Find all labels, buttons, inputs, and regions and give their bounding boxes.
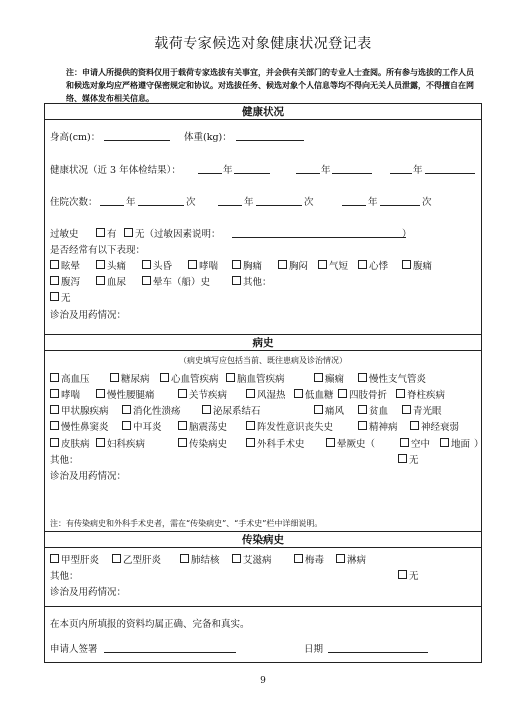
status-year1-field[interactable] xyxy=(198,173,222,174)
times-unit: 次 xyxy=(422,197,432,208)
checkbox[interactable] xyxy=(50,389,59,398)
checkbox-label: 脑震荡史 xyxy=(189,422,228,433)
health-heading: 健康状况 xyxy=(242,106,284,118)
year-unit: 年 xyxy=(223,165,233,176)
checkbox-item[interactable] xyxy=(294,552,324,566)
checkbox[interactable] xyxy=(178,389,187,398)
checkbox-item[interactable] xyxy=(358,403,388,417)
allergy-close: ） xyxy=(402,229,412,240)
checkbox[interactable] xyxy=(314,405,323,414)
checkbox[interactable] xyxy=(178,438,187,447)
checkbox[interactable] xyxy=(178,421,187,430)
hosp-year3-field[interactable] xyxy=(342,205,366,206)
checkbox[interactable] xyxy=(400,438,409,447)
history-subnote: （病史填写应包括当前、既往患病及诊治情况） xyxy=(179,356,347,365)
checkbox[interactable] xyxy=(122,421,131,430)
checkbox-item[interactable] xyxy=(110,371,150,385)
checkbox[interactable] xyxy=(232,276,241,285)
checkbox-item[interactable] xyxy=(178,387,227,401)
checkbox-item[interactable] xyxy=(338,387,387,401)
checkbox[interactable] xyxy=(202,405,211,414)
checkbox-label: 晕厥史（ xyxy=(337,439,376,450)
checkbox-item[interactable] xyxy=(326,436,375,450)
checkbox[interactable] xyxy=(96,228,105,237)
checkbox-label: 肺结核 xyxy=(191,555,220,566)
status-result1-field[interactable] xyxy=(234,173,270,174)
checkbox[interactable] xyxy=(396,389,405,398)
checkbox-item[interactable] xyxy=(358,258,388,272)
checkbox-item[interactable] xyxy=(50,258,80,272)
hosp-count2-field[interactable] xyxy=(256,205,302,206)
history-footnote: 注：有传染病史和外科手术史者，需在“传染病史”、“手术史”栏中详细说明。 xyxy=(50,519,323,528)
year-unit: 年 xyxy=(126,197,136,208)
checkbox-label: 慢性腰腿痛 xyxy=(107,390,155,401)
checkbox-item[interactable] xyxy=(226,371,285,385)
checkbox-label: 气短 xyxy=(329,261,349,272)
checkbox-label: 哮喘 xyxy=(61,390,81,401)
checkbox-item[interactable] xyxy=(142,258,172,272)
checkbox[interactable] xyxy=(246,421,255,430)
checkbox-label: 脊柱疾病 xyxy=(407,390,446,401)
checkbox-item[interactable] xyxy=(318,258,348,272)
checkbox-item[interactable] xyxy=(246,387,286,401)
checkbox[interactable] xyxy=(96,260,105,269)
bracket-close: ） xyxy=(474,439,484,450)
checkbox-item[interactable] xyxy=(50,371,90,385)
checkbox-label: 消化性溃疡 xyxy=(133,406,181,417)
status-year2-field[interactable] xyxy=(296,173,320,174)
allergy-no[interactable]: 无（过敏因素说明： xyxy=(124,226,221,240)
hosp-count3-field[interactable] xyxy=(380,205,420,206)
checkbox[interactable] xyxy=(50,421,59,430)
checkbox-item[interactable] xyxy=(142,274,210,288)
checkbox[interactable] xyxy=(160,373,169,382)
checkbox-item[interactable] xyxy=(50,387,80,401)
checkbox[interactable] xyxy=(246,389,255,398)
checkbox[interactable] xyxy=(402,260,411,269)
height-field[interactable] xyxy=(104,140,170,141)
checkbox[interactable] xyxy=(124,228,133,237)
checkbox[interactable] xyxy=(96,389,105,398)
checkbox-item[interactable] xyxy=(50,552,99,566)
infectious-none[interactable]: 无 xyxy=(398,568,419,582)
checkbox[interactable] xyxy=(50,292,59,301)
checkbox-label: 皮肤病 xyxy=(61,439,90,450)
checkbox[interactable] xyxy=(326,438,335,447)
year-unit: 年 xyxy=(413,165,423,176)
date-label: 日期 xyxy=(304,644,324,655)
declaration-text: 在本页内所填报的资料均属正确、完备和真实。 xyxy=(50,619,250,630)
checkbox[interactable] xyxy=(232,260,241,269)
checkbox[interactable] xyxy=(294,554,303,563)
checkbox[interactable] xyxy=(50,276,59,285)
checkbox[interactable] xyxy=(318,260,327,269)
checkbox[interactable] xyxy=(50,373,59,382)
checkbox-item[interactable] xyxy=(278,258,308,272)
infectious-heading: 传染病史 xyxy=(242,534,284,546)
checkbox-item[interactable] xyxy=(50,419,109,433)
health-treatment-label: 诊治及用药情况： xyxy=(50,310,127,321)
checkbox-item[interactable] xyxy=(358,371,426,385)
checkbox[interactable] xyxy=(336,554,345,563)
checkbox-label: 地面 xyxy=(451,439,471,450)
checkbox[interactable] xyxy=(122,405,131,414)
checkbox-item[interactable] xyxy=(402,403,442,417)
checkbox-item[interactable] xyxy=(178,419,227,433)
weight-field[interactable] xyxy=(236,140,304,141)
checkbox[interactable] xyxy=(232,554,241,563)
checkbox-item[interactable] xyxy=(246,436,305,450)
year-unit: 年 xyxy=(244,197,254,208)
allergy-label: 过敏史 xyxy=(50,229,79,240)
checkbox-label: 四肢骨折 xyxy=(349,390,388,401)
checkbox-item[interactable] xyxy=(160,371,219,385)
checkbox-label: 关节疾病 xyxy=(189,390,228,401)
checkbox-label: 晕车（船）史 xyxy=(153,277,211,288)
status-result2-field[interactable] xyxy=(332,173,372,174)
checkbox-label: 慢性支气管炎 xyxy=(369,374,427,385)
declaration-divider xyxy=(44,606,482,607)
checkbox-label: 外科手术史 xyxy=(257,439,305,450)
hosp-count1-field[interactable] xyxy=(138,205,184,206)
checkbox[interactable] xyxy=(402,405,411,414)
checkbox-label: 慢性鼻窦炎 xyxy=(61,422,109,433)
checkbox-label: 贫血 xyxy=(369,406,389,417)
history-none[interactable]: 无 xyxy=(398,452,419,466)
height-label: 身高(cm)： xyxy=(50,132,101,143)
checkbox-label: 精神病 xyxy=(369,422,398,433)
checkbox-item[interactable] xyxy=(50,403,109,417)
checkbox-label: 传染病史 xyxy=(189,439,228,450)
checkbox-item[interactable] xyxy=(96,258,126,272)
checkbox[interactable] xyxy=(358,373,367,382)
checkbox-label: 血尿 xyxy=(107,277,127,288)
checkbox-item[interactable] xyxy=(314,371,344,385)
page-number: 9 xyxy=(260,676,266,686)
checkbox-item[interactable] xyxy=(188,258,218,272)
history-treatment-label: 诊治及用药情况： xyxy=(50,471,127,482)
hospitalization-label: 住院次数： xyxy=(50,197,98,208)
checkbox-label: 神经衰弱 xyxy=(421,422,460,433)
year-unit: 年 xyxy=(368,197,378,208)
checkbox[interactable] xyxy=(142,260,151,269)
checkbox-item[interactable] xyxy=(202,403,261,417)
checkbox-label: 心血管疾病 xyxy=(171,374,219,385)
checkbox-label: 眩晕 xyxy=(61,261,81,272)
checkbox-label: 脑血管疾病 xyxy=(237,374,285,385)
checkbox-label: 淋病 xyxy=(347,555,367,566)
checkbox-label: 艾滋病 xyxy=(243,555,272,566)
checkbox-item[interactable] xyxy=(440,436,470,450)
checkbox-item[interactable] xyxy=(232,274,272,288)
hosp-year1-field[interactable] xyxy=(100,205,124,206)
checkbox[interactable] xyxy=(398,454,407,463)
checkbox-label: 高血压 xyxy=(61,374,90,385)
checkbox-item[interactable] xyxy=(232,258,262,272)
checkbox[interactable] xyxy=(96,438,105,447)
checkbox[interactable] xyxy=(180,554,189,563)
checkbox-label: 风湿热 xyxy=(257,390,286,401)
checkbox[interactable] xyxy=(188,260,197,269)
history-heading: 病史 xyxy=(252,337,274,349)
checkbox[interactable] xyxy=(142,276,151,285)
checkbox[interactable] xyxy=(50,438,59,447)
checkbox-label: 青光眼 xyxy=(413,406,442,417)
checkbox-label: 泌尿系结石 xyxy=(213,406,261,417)
checkbox-item[interactable] xyxy=(50,274,80,288)
times-unit: 次 xyxy=(304,197,314,208)
checkbox-label: 心悸 xyxy=(369,261,389,272)
checkbox[interactable] xyxy=(358,260,367,269)
checkbox-label: 其他： xyxy=(243,277,272,288)
checkbox[interactable] xyxy=(358,421,367,430)
signature-field[interactable] xyxy=(104,652,236,653)
checkbox[interactable] xyxy=(112,554,121,563)
checkbox-label: 甲状腺疾病 xyxy=(61,406,109,417)
checkbox-item[interactable] xyxy=(232,552,272,566)
times-unit: 次 xyxy=(186,197,196,208)
checkbox[interactable] xyxy=(50,405,59,414)
checkbox[interactable] xyxy=(110,373,119,382)
allergy-yes[interactable]: 有 xyxy=(96,226,117,240)
checkbox-item[interactable] xyxy=(400,436,430,450)
checkbox-label: 腹泻 xyxy=(61,277,81,288)
checkbox[interactable] xyxy=(50,260,59,269)
checkbox[interactable] xyxy=(398,570,407,579)
checkbox-label: 腹痛 xyxy=(413,261,433,272)
checkbox[interactable] xyxy=(278,260,287,269)
checkbox[interactable] xyxy=(410,421,419,430)
confidentiality-notice: 注：申请人所提供的资料仅用于载荷专家选拔有关事宜，并会供有关部门的专业人士查阅。所有参与选拔的工作人员和候选对象均应严格遵守保密规定和协议。对选拔任务、候选对象个人信息等均不得向无关人员泄露，不得擅自在网络、媒体发布相关信息。 xyxy=(66,67,474,103)
checkbox-item[interactable] xyxy=(96,387,155,401)
allergy-factor-field[interactable] xyxy=(232,237,406,238)
checkbox[interactable] xyxy=(358,405,367,414)
symptom-none[interactable]: 无 xyxy=(50,290,71,304)
checkbox[interactable] xyxy=(246,438,255,447)
checkbox-item[interactable] xyxy=(178,436,227,450)
checkbox-item[interactable] xyxy=(122,403,181,417)
health-status-label: 健康状况（近 3 年体检结果）： xyxy=(50,165,181,176)
checkbox-label: 糖尿病 xyxy=(121,374,150,385)
checkbox-label: 痛风 xyxy=(325,406,345,417)
checkbox-item[interactable] xyxy=(50,436,90,450)
checkbox-item[interactable] xyxy=(96,274,126,288)
checkbox-item[interactable] xyxy=(180,552,220,566)
checkbox-item[interactable] xyxy=(336,552,366,566)
checkbox-item[interactable] xyxy=(396,387,445,401)
checkbox-label: 头痛 xyxy=(107,261,127,272)
infectious-treatment-label: 诊治及用药情况： xyxy=(50,587,127,598)
checkbox-label: 胸闷 xyxy=(289,261,309,272)
checkbox-item[interactable] xyxy=(410,419,459,433)
checkbox-item[interactable] xyxy=(294,387,334,401)
checkbox[interactable] xyxy=(96,276,105,285)
checkbox-label: 阵发性意识丧失史 xyxy=(257,422,334,433)
checkbox-label: 头昏 xyxy=(153,261,173,272)
checkbox[interactable] xyxy=(440,438,449,447)
checkbox[interactable] xyxy=(338,389,347,398)
checkbox-item[interactable] xyxy=(122,419,162,433)
hosp-year2-field[interactable] xyxy=(218,205,242,206)
checkbox-item[interactable] xyxy=(96,436,145,450)
checkbox-label: 胸痛 xyxy=(243,261,263,272)
date-field[interactable] xyxy=(328,652,428,653)
checkbox[interactable] xyxy=(294,389,303,398)
checkbox-label: 中耳炎 xyxy=(133,422,162,433)
checkbox-label: 空中 xyxy=(411,439,431,450)
checkbox[interactable] xyxy=(226,373,235,382)
checkbox-item[interactable] xyxy=(112,552,161,566)
checkbox[interactable] xyxy=(50,554,59,563)
frequent-symptoms-label: 是否经常有以下表现： xyxy=(50,245,146,256)
checkbox-label: 梅毒 xyxy=(305,555,325,566)
checkbox-item[interactable] xyxy=(402,258,432,272)
checkbox-label: 低血糖 xyxy=(305,390,334,401)
checkbox-item[interactable] xyxy=(358,419,398,433)
history-other-label: 其他： xyxy=(50,455,79,466)
year-unit: 年 xyxy=(321,165,331,176)
status-year3-field[interactable] xyxy=(390,173,412,174)
checkbox-label: 癫痫 xyxy=(325,374,345,385)
signature-label: 申请人签署 xyxy=(50,644,98,655)
infectious-other-label: 其他： xyxy=(50,571,79,582)
checkbox-label: 妇科疾病 xyxy=(107,439,146,450)
checkbox-item[interactable] xyxy=(314,403,344,417)
checkbox-label: 乙型肝炎 xyxy=(123,555,162,566)
form-title: 载荷专家候选对象健康状况登记表 xyxy=(154,36,372,52)
status-result3-field[interactable] xyxy=(425,173,475,174)
checkbox-label: 哮喘 xyxy=(199,261,219,272)
checkbox[interactable] xyxy=(314,373,323,382)
checkbox-label: 甲型肝炎 xyxy=(61,555,100,566)
checkbox-item[interactable] xyxy=(246,419,333,433)
weight-label: 体重(kg)： xyxy=(184,132,232,143)
